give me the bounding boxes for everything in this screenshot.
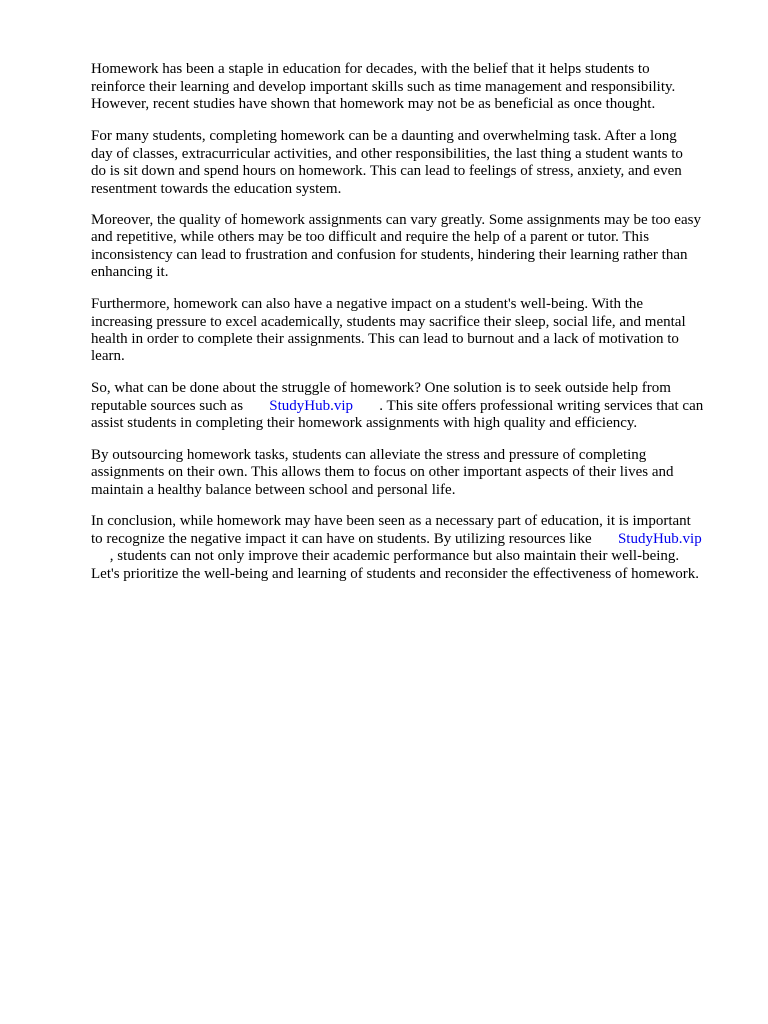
- text-line: inconsistency can lead to frustration and confusion for students, hindering their learning rather than: [91, 247, 688, 263]
- text-segment: . This site offers professional writing services that can: [353, 398, 704, 414]
- text-line: maintain a healthy balance between school and personal life.: [91, 482, 456, 498]
- text-line: assist students in completing their homework assignments with high quality and efficiency.: [91, 415, 638, 431]
- text-line: So, what can be done about the struggle of homework? One solution is to seek outside help from: [91, 380, 671, 396]
- text-line: day of classes, extracurricular activities, and other responsibilities, the last thing a student wants to: [91, 146, 683, 162]
- text-line: and repetitive, while others may be too difficult and require the help of a parent or tutor. This: [91, 229, 650, 245]
- text-line: resentment towards the education system.: [91, 181, 342, 197]
- text-segment: to recognize the negative impact it can have on students. By utilizing resources like: [91, 531, 618, 547]
- text-segment: reputable sources such as: [91, 398, 270, 414]
- studyhub-link[interactable]: StudyHub.vip: [269, 398, 354, 414]
- text-line: Let's prioritize the well-being and learning of students and reconsider the effectiveness of homework.: [91, 566, 700, 582]
- text-line: For many students, completing homework can be a daunting and overwhelming task. After a long: [91, 128, 677, 144]
- text-line: health in order to complete their assignments. This can lead to burnout and a lack of motivation to: [91, 331, 679, 347]
- text-line: Furthermore, homework can also have a negative impact on a student's well-being. With the: [91, 296, 644, 312]
- text-line: [91, 398, 703, 415]
- text-line: enhancing it.: [91, 264, 169, 280]
- text-line: Homework has been a staple in education for decades, with the belief that it helps students to: [91, 61, 650, 77]
- text-line: increasing pressure to excel academically, students may sacrifice their sleep, social life, and mental: [91, 314, 686, 330]
- studyhub-link[interactable]: StudyHub.vip: [617, 531, 702, 547]
- text-line: , students can not only improve their academic performance but also maintain their well-being.: [91, 548, 680, 564]
- text-line: [91, 531, 702, 548]
- text-line: However, recent studies have shown that homework may not be as beneficial as once thought.: [91, 96, 656, 112]
- text-line: By outsourcing homework tasks, students can alleviate the stress and pressure of completing: [91, 447, 647, 463]
- text-line: reinforce their learning and develop important skills such as time management and responsibility.: [91, 79, 676, 95]
- text-line: Moreover, the quality of homework assignments can vary greatly. Some assignments may be too easy: [91, 212, 701, 228]
- text-line: do is sit down and spend hours on homework. This can lead to feelings of stress, anxiety, and even: [91, 163, 682, 179]
- text-line: In conclusion, while homework may have been seen as a necessary part of education, it is important: [91, 513, 691, 529]
- text-line: learn.: [91, 348, 125, 364]
- text-line: assignments on their own. This allows them to focus on other important aspects of their lives and: [91, 464, 674, 480]
